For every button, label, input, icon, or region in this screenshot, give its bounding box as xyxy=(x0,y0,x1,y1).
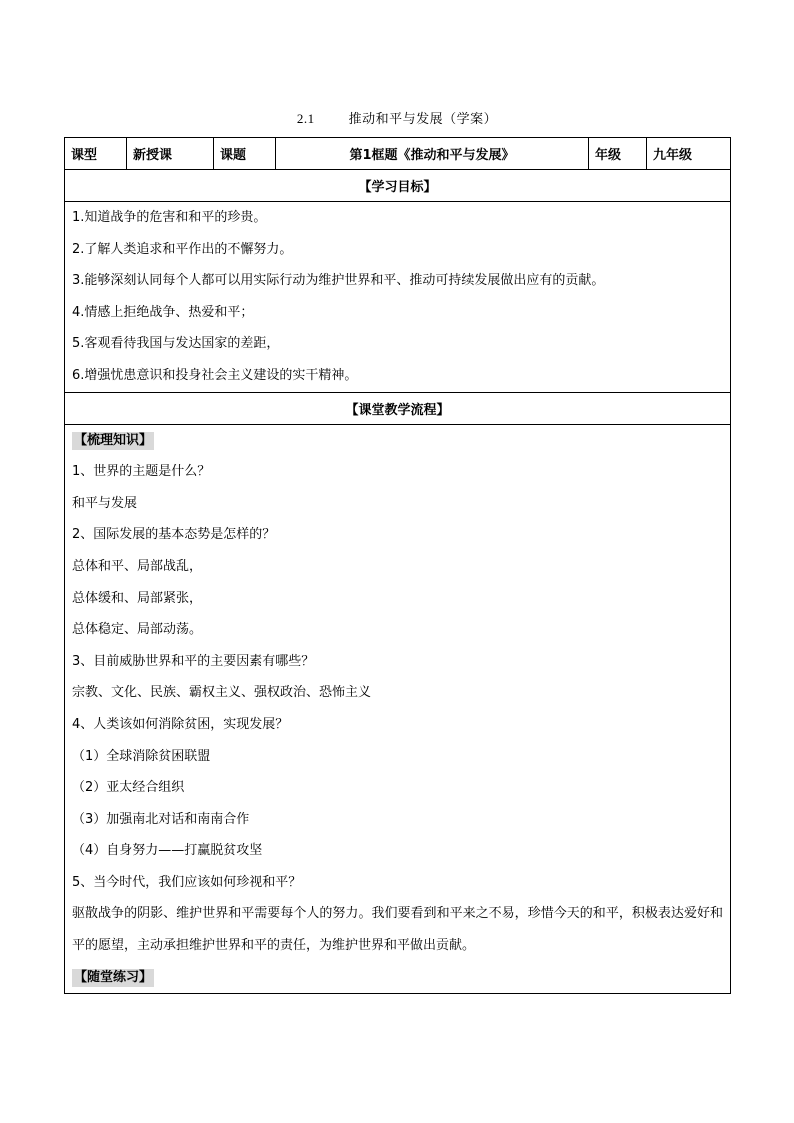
practice-tag-line xyxy=(65,962,730,994)
process-line: 5、当今时代，我们应该如何珍视和平？ xyxy=(72,874,302,890)
process-line: 和平与发展 xyxy=(72,495,138,511)
topic-label: 课题 xyxy=(214,138,276,170)
section-number: 2.1 xyxy=(296,111,315,126)
objective-item: 1.知道战争的危害和和平的珍贵。 xyxy=(72,210,267,225)
process-line: （3）加强南北对话和南南合作 xyxy=(72,811,250,827)
process-cell xyxy=(65,424,731,994)
review-tag: 【梳理知识】 xyxy=(74,432,153,448)
process-heading: 【课堂教学流程】 xyxy=(65,392,731,424)
process-line: 总体和平、局部战乱， xyxy=(72,558,203,574)
process-line: （1）全球消除贫困联盟 xyxy=(72,748,211,764)
objectives-heading: 【学习目标】 xyxy=(65,170,731,202)
process-heading-row xyxy=(65,392,731,424)
process-line: 1、世界的主题是什么？ xyxy=(72,464,211,480)
answer-paragraph: 驱散战争的阴影、维护世界和平需要每个人的努力。我们要看到和平来之不易，珍惜今天的和平，积极表达爱好和平的愿望，主动承担维护世界和平的责任，为维护世界和平做出贡献。 xyxy=(72,906,723,954)
document-title xyxy=(0,108,794,127)
process-line: 总体缓和、局部紧张， xyxy=(72,590,203,606)
process-line: 宗教、文化、民族、霸权主义、强权政治、恐怖主义 xyxy=(72,685,372,701)
header-row xyxy=(65,138,731,170)
lesson-plan-table xyxy=(64,137,731,994)
process-line: 2、国际发展的基本态势是怎样的？ xyxy=(72,527,276,543)
objectives-heading-row xyxy=(65,170,731,202)
review-tag-line xyxy=(65,425,730,457)
objective-item: 2.了解人类追求和平作出的不懈努力。 xyxy=(72,241,293,257)
process-row xyxy=(65,424,731,994)
objective-item: 6.增强忧患意识和投身社会主义建设的实干精神。 xyxy=(72,367,358,383)
course-type-value: 新授课 xyxy=(127,138,214,170)
process-line: 总体稳定、局部动荡。 xyxy=(72,622,203,638)
grade-label: 年级 xyxy=(589,138,647,170)
objective-item: 5.客观看待我国与发达国家的差距， xyxy=(72,336,280,352)
course-type-label: 课型 xyxy=(65,138,127,170)
grade-value: 九年级 xyxy=(647,138,731,170)
title-text: 推动和平与发展（学案） xyxy=(348,112,498,127)
process-line: （2）亚太经合组织 xyxy=(72,780,185,796)
objective-item: 4.情感上拒绝战争、热爱和平； xyxy=(72,304,254,320)
objective-item: 3.能够深刻认同每个人都可以用实际行动为维护世界和平、推动可持续发展做出应有的贡献。 xyxy=(72,273,605,289)
topic-value: 第1框题《推动和平与发展》 xyxy=(276,138,589,170)
process-line: 4、人类该如何消除贫困，实现发展？ xyxy=(72,716,289,732)
practice-tag: 【随堂练习】 xyxy=(74,969,153,985)
objectives-row xyxy=(65,202,731,393)
objectives-cell xyxy=(65,202,731,393)
process-line: 3、目前威胁世界和平的主要因素有哪些？ xyxy=(72,653,315,669)
process-line: （4）自身努力——打赢脱贫攻坚 xyxy=(72,843,263,859)
